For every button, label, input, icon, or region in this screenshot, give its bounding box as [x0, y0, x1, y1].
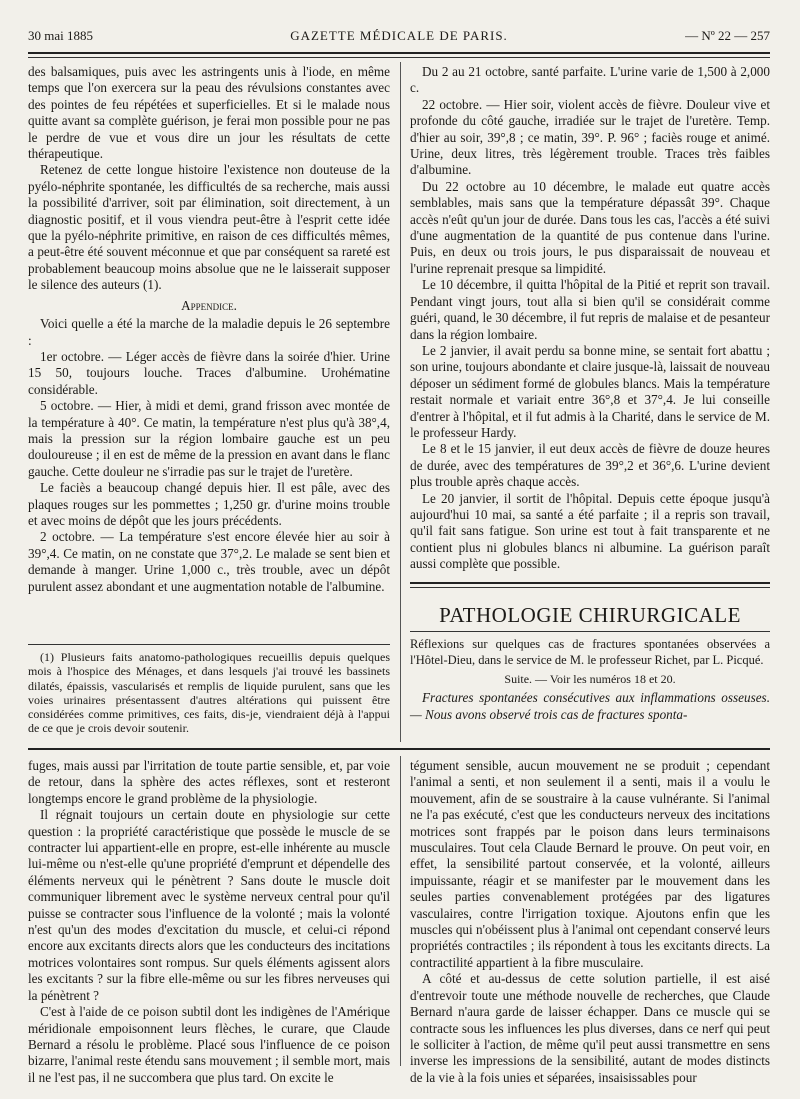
page-header	[28, 28, 770, 46]
column-divider	[400, 62, 401, 742]
article-intro: Fractures spontanées consécutives aux inflammations osseuses. — Nous avons observé trois cas de fractures sponta-	[410, 690, 770, 722]
header-rule-thin	[28, 57, 770, 58]
bottom-left-column	[28, 758, 390, 1086]
footnote	[28, 650, 390, 736]
paragraph: C'est à l'aide de ce poison subtil dont les indigènes de l'Amérique méridionale empoisonnent leurs flèches, le curare, que Claude Bernard a résolu le problème. Placé sous l'influence de ce poison bizarre, l'animal reste étendu sans mouvement ; il semble mort, mais il ne l'est pas, il ne succombera que plus tard. On excite le	[28, 1004, 390, 1085]
section-title: PATHOLOGIE CHIRURGICALE	[439, 603, 741, 627]
section-rule-top	[410, 582, 770, 584]
paragraph: Voici quelle a été la marche de la maladie depuis le 26 septembre :	[28, 316, 390, 348]
page-divider-rule	[28, 748, 770, 750]
top-left-column	[28, 64, 390, 595]
paragraph: 1er octobre. — Léger accès de fièvre dans la soirée d'hier. Urine 15 50, toujours louche. Traces d'albumine. Urohématine considérable.	[28, 348, 390, 397]
top-right-column	[410, 64, 770, 573]
paragraph: Le 8 et le 15 janvier, il eut deux accès de fièvre de douze heures de durée, avec des températures de 39°,2 et 36°,6. L'urine devient plus trouble après chaque accès.	[410, 441, 770, 490]
paragraph: 5 octobre. — Hier, à midi et demi, grand frisson avec montée de la température à 40°. Ce matin, la température n'est plus qu'à 38°,4, mais la pression sur la région lombaire gauche est un peu douloureuse ; il en est de même de la pression en avant dans le flanc gauche. Cette douleur ne s'irradie pas sur le trajet de l'uretère.	[28, 398, 390, 479]
footnote-text: (1) Plusieurs faits anatomo-pathologiques recueillis depuis quelques mois à l'hospice des Ménages, et dans lesquels j'ai trouvé les bassinets dilatés, épaissis, vascularisés et remplis de liquide purulent, sans que les voies urinaires présentassent d'autres altérations qui puissent être considérées comme primitives, ces faits, dis-je, viendraient déjà à l'appui de ce que je crois devoir soutenir.	[28, 650, 390, 736]
paragraph: Le 20 janvier, il sortit de l'hôpital. Depuis cette époque jusqu'à aujourd'hui 10 mai, sa santé a été parfaite ; il a repris son travail, qu'il fait sans fatigue. Son urine est tout à fait transparente et ne contient plus ni globules blancs ni albumine. La guérison paraît aussi complète que possible.	[410, 490, 770, 572]
paragraph: Du 22 octobre au 10 décembre, le malade eut quatre accès semblables, mais sans que la température dépassât 39°. Chaque accès n'eût qu'un jour de durée. Dans tous les cas, l'accès a été suivi d'une augmentation de la quantité de pus contenue dans l'urine. Puis, en deux ou trois jours, le pus disparaissait de nouveau et l'urine reprenait presque sa limpidité.	[410, 178, 770, 276]
bottom-right-column	[410, 758, 770, 1086]
paragraph: Du 2 au 21 octobre, santé parfaite. L'urine varie de 1,500 à 2,000 c.	[410, 64, 770, 96]
paragraph: des balsamiques, puis avec les astringents unis à l'iode, en même temps que l'on exercera sur la peau des révulsions constantes avec des pointes de feu répétées et superficielles. Et si le malade nous quitte avant sa complète guérison, je ferai mon possible pour ne pas le perdre de vue et vous dire un jour les résultats de cette thérapeutique.	[28, 64, 390, 162]
section-rule-bottom	[410, 631, 770, 632]
paragraph: Retenez de cette longue histoire l'existence non douteuse de la pyélo-néphrite spontanée, les difficultés de sa recherche, mais aussi la possibilité d'arriver, soit par élimination, soit directement, à un diagnostic positif, et il vous viendra peut-être à l'esprit cette idée que la pyélo-néphrite primitive, en raison de ces difficultés mêmes, a peut-être été souvent méconnue et que par conséquent sa rareté est probablement beaucoup moins absolue que ne le laisserait supposer le silence des auteurs (1).	[28, 162, 390, 293]
paragraph: tégument sensible, aucun mouvement ne se produit ; cependant l'animal a senti, et non seulement il a senti, mais il a voulu le mouvement, afin de se soustraire à la cause vulnérante. Si l'animal ne l'a pas exécuté, c'est que les conducteurs nerveux des incitations motrices sont frappés par le poison dans leurs terminaisons musculaires. Tout cela Claude Bernard le prouve. On peut voir, en effet, la sensibilité partout conservée, et la volonté, ailleurs impuissante, réagir et se manifester par le mouvement dans les seules parties convenablement protégées par des ligatures vasculaires, contre l'irrigation toxique. Ajoutons enfin que les muscles qui n'obéissent plus à l'animal ont cependant conservé leurs propriétés contractiles ; ils répondent à tous les excitants directs. La contractilité appartient à la fibre musculaire.	[410, 758, 770, 970]
suite-note: Suite. — Voir les numéros 18 et 20.	[504, 671, 676, 686]
header-page-number: — Nº 22 — 257	[685, 28, 770, 43]
paragraph: 2 octobre. — La température s'est encore élevée hier au soir à 39°,4. Ce matin, on ne constate que 37°,2. Le malade se sent bien et demande à manger. Urine 1,000 c., très trouble, avec un dépôt purulent assez abondant et une augmentation notable de l'albumine.	[28, 529, 390, 594]
paragraph: Le 10 décembre, il quitta l'hôpital de la Pitié et reprit son travail. Pendant vingt jours, tout alla si bien qu'il se considérait comme guéri, quand, le 30 décembre, il fut repris de malaise et de pesanteur dans la région lombaire.	[410, 277, 770, 342]
paragraph: 22 octobre. — Hier soir, violent accès de fièvre. Douleur vive et profonde du côté gauche, irradiée sur le trajet de l'uretère. Temp. d'hier au soir, 39°,8 ; ce matin, 39°. P. 96° ; faciès rouge et animé. Urine, deux litres, très légèrement trouble. Traces très faibles d'albumine.	[410, 96, 770, 178]
paragraph: Le 2 janvier, il avait perdu sa bonne mine, se sentait fort abattu ; son urine, toujours abondante et claire jusque-là, laissait de nouveau déposer un sédiment formé de globules blancs. Mais la température restait normale et variait entre 36°,8 et 37°,4. Je lui conseille d'entrer à l'hôpital, et il fut admis à la Charité, dans le service de M. le professeur Hardy.	[410, 342, 770, 440]
footnote-rule	[28, 644, 390, 645]
article-start	[410, 636, 770, 723]
header-rule	[28, 52, 770, 54]
paragraph: fuges, mais aussi par l'irritation de toute partie sensible, et, par voie de retour, dans la sphère des actes réflexes, sont et resteront longtemps encore le grand problème de la physiologie.	[28, 758, 390, 806]
header-date: 30 mai 1885	[28, 28, 93, 43]
column-divider-bottom	[400, 756, 401, 1066]
paragraph: Il régnait toujours un certain doute en physiologie sur cette question : la propriété caractéristique que possède le muscle de se contracter lui appartient-elle en propre, est-elle inhérente au muscle lui-même ou n'est-elle qu'une propriété d'emprunt et dépendelle des éléments nerveux qui le pénètrent ? Sans doute le muscle doit communiquer librement avec le système nerveux central pour qu'il puisse se contracter sous l'influence de la volonté ; mais la volonté n'est qu'un des modes d'excitation du muscle, et celui-ci répond encore aux excitants directs alors que les conducteurs des incitations motrices volontaires sont rompus. Sur quels éléments agissent alors les excitants ? sur la fibre elle-même ou sur les fibres nerveuses qui la pénètrent ?	[28, 807, 390, 1003]
paragraph: A côté et au-dessus de cette solution partielle, il est aisé d'entrevoir toute une méthode nouvelle de recherches, que Claude Bernard n'aura garde de laisser échapper. Dans ce muscle qui se contracte sous les influences les plus diverses, dans ce nerf qui peut le solliciter à l'action, de même qu'il peut aussi transmettre en sens inverse les impressions de la sensibilité, autant de modes distincts de la vie à la fois unies et séparées, insaisissables pour	[410, 971, 770, 1085]
section-rule-thin	[410, 587, 770, 588]
header-title: GAZETTE MÉDICALE DE PARIS.	[290, 28, 508, 43]
article-heading: Réflexions sur quelques cas de fractures spontanées observées a l'Hôtel-Dieu, dans le service de M. le professeur Richet, par L. Picqué.	[410, 637, 770, 668]
appendix-title: Appendice.	[181, 297, 237, 313]
paragraph: Le faciès a beaucoup changé depuis hier. Il est pâle, avec des plaques rouges sur les pommettes ; 1,250 gr. d'urine moins trouble et avec moins de dépôt que les jours précédents.	[28, 480, 390, 528]
